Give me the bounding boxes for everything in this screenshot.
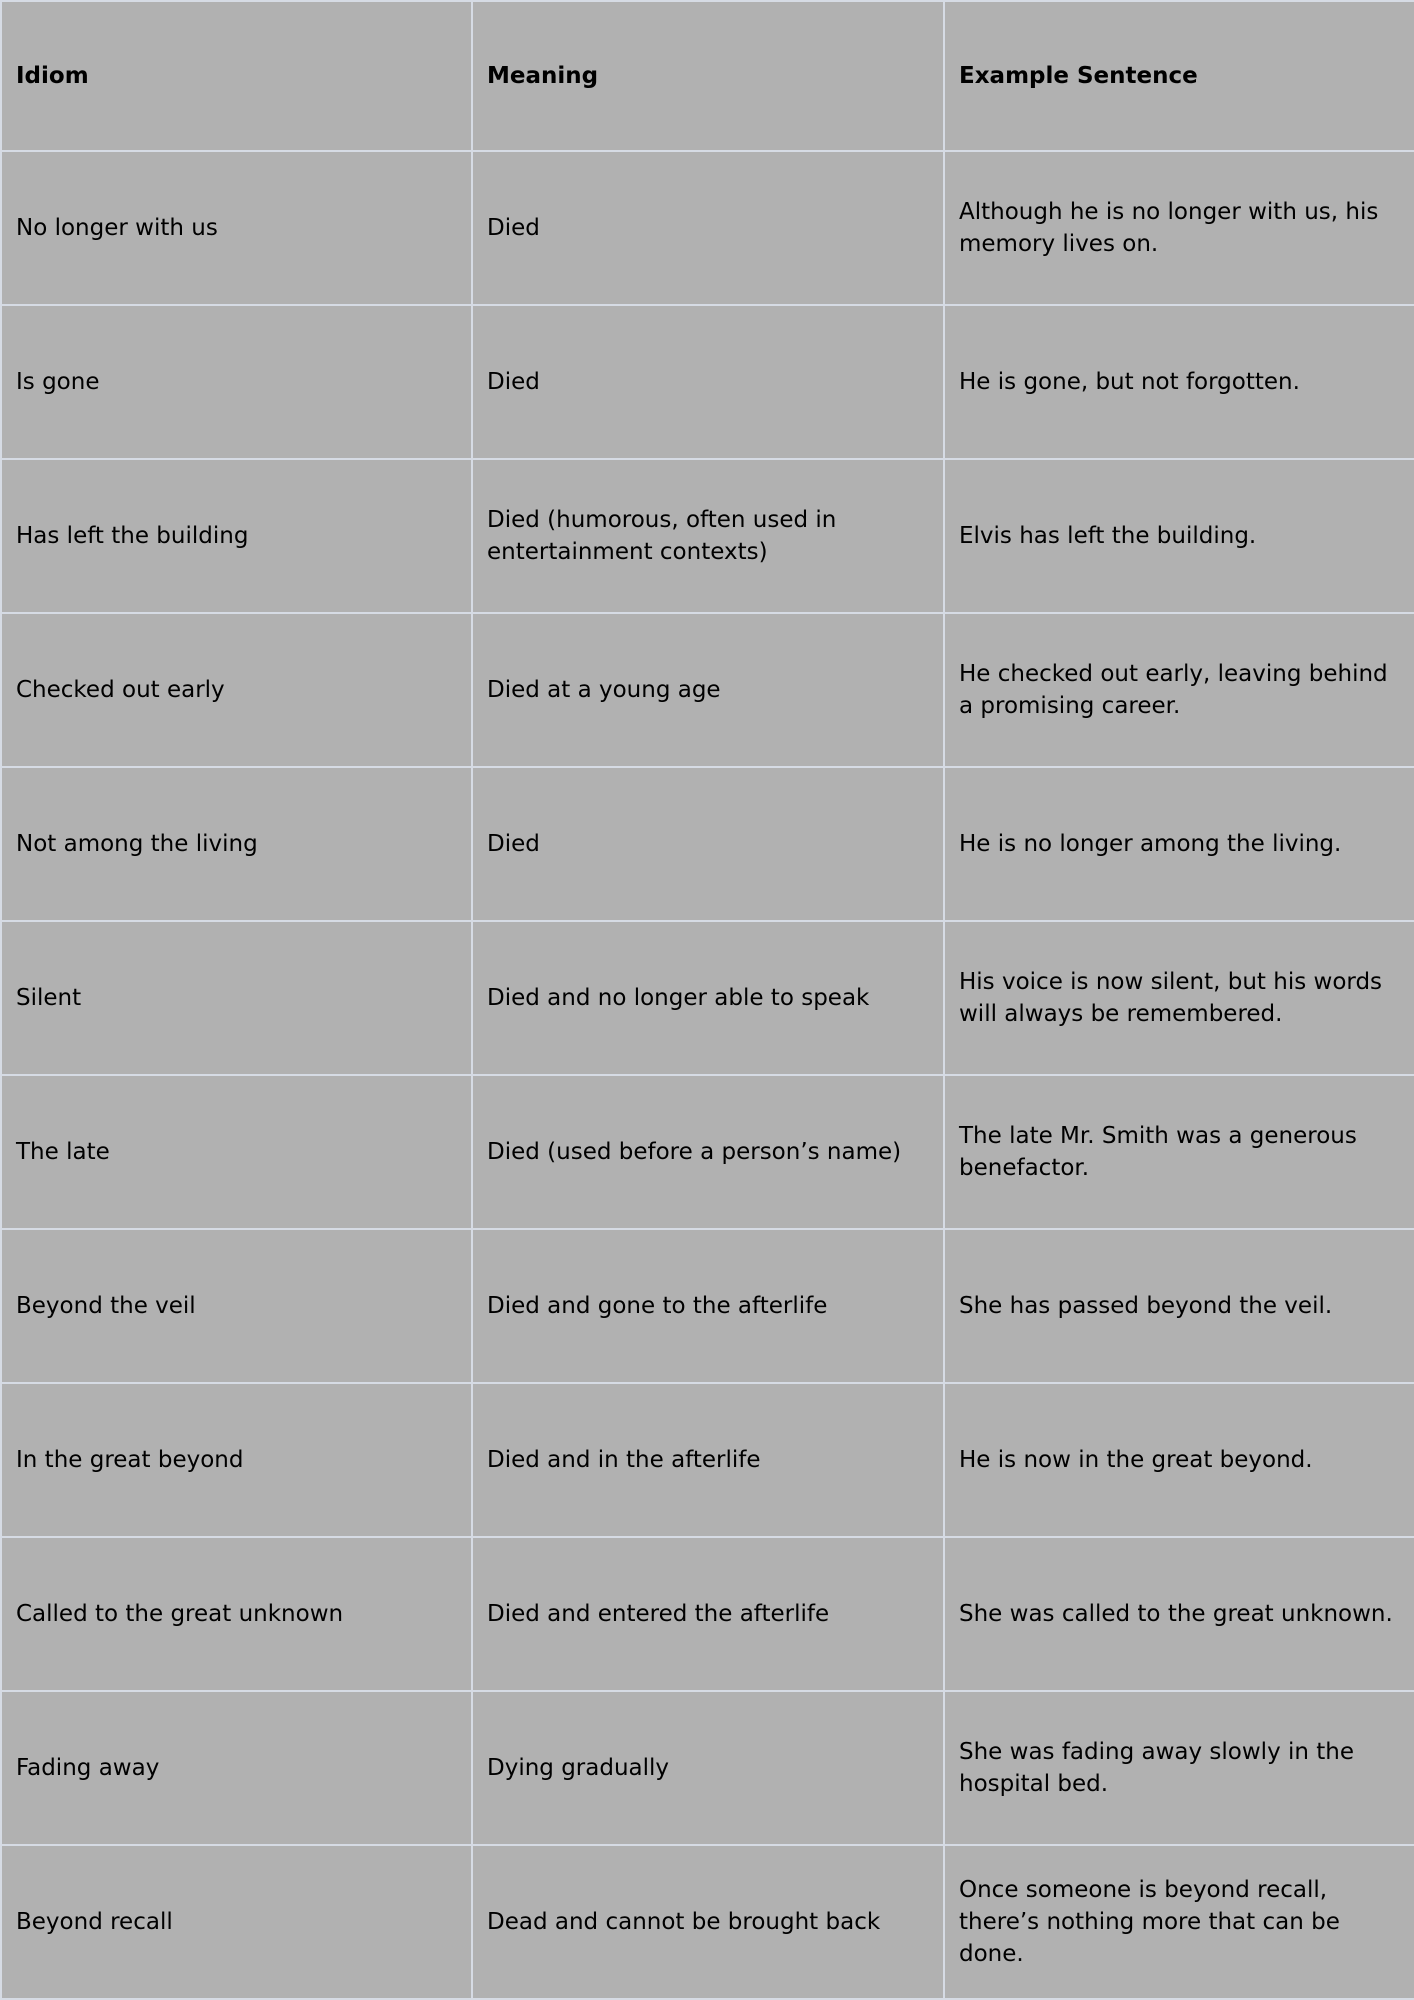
example-cell: She was fading away slowly in the hospital bed.	[944, 1691, 1414, 1845]
meaning-cell: Died and gone to the afterlife	[472, 1229, 944, 1383]
table-header-row	[1, 1, 1414, 151]
meaning-cell: Died	[472, 767, 944, 921]
example-cell: The late Mr. Smith was a generous benefactor.	[944, 1075, 1414, 1229]
table-row	[1, 1075, 1414, 1229]
table-row	[1, 767, 1414, 921]
idiom-cell: No longer with us	[1, 151, 472, 305]
idiom-cell: Fading away	[1, 1691, 472, 1845]
example-cell: Although he is no longer with us, his memory lives on.	[944, 151, 1414, 305]
column-header-idiom: Idiom	[1, 1, 472, 151]
example-cell: She has passed beyond the veil.	[944, 1229, 1414, 1383]
table-row	[1, 1383, 1414, 1537]
meaning-cell: Died and in the afterlife	[472, 1383, 944, 1537]
column-header-meaning: Meaning	[472, 1, 944, 151]
example-cell: Elvis has left the building.	[944, 459, 1414, 613]
meaning-cell: Died (used before a person’s name)	[472, 1075, 944, 1229]
example-cell: She was called to the great unknown.	[944, 1537, 1414, 1691]
table-row	[1, 1845, 1414, 1999]
idiom-cell: The late	[1, 1075, 472, 1229]
meaning-cell: Dead and cannot be brought back	[472, 1845, 944, 1999]
meaning-cell: Died	[472, 305, 944, 459]
table-row	[1, 305, 1414, 459]
example-cell: Once someone is beyond recall, there’s nothing more that can be done.	[944, 1845, 1414, 1999]
table-row	[1, 151, 1414, 305]
table-row	[1, 921, 1414, 1075]
meaning-cell: Died (humorous, often used in entertainment contexts)	[472, 459, 944, 613]
example-cell: His voice is now silent, but his words will always be remembered.	[944, 921, 1414, 1075]
example-cell: He is no longer among the living.	[944, 767, 1414, 921]
column-header-example: Example Sentence	[944, 1, 1414, 151]
idiom-cell: Has left the building	[1, 459, 472, 613]
idiom-cell: Not among the living	[1, 767, 472, 921]
meaning-cell: Died	[472, 151, 944, 305]
example-cell: He is gone, but not forgotten.	[944, 305, 1414, 459]
idiom-cell: Silent	[1, 921, 472, 1075]
table-row	[1, 459, 1414, 613]
table-row	[1, 1229, 1414, 1383]
table-row	[1, 613, 1414, 767]
example-cell: He is now in the great beyond.	[944, 1383, 1414, 1537]
idiom-cell: Checked out early	[1, 613, 472, 767]
idiom-cell: Beyond the veil	[1, 1229, 472, 1383]
example-cell: He checked out early, leaving behind a promising career.	[944, 613, 1414, 767]
table-row	[1, 1691, 1414, 1845]
idiom-cell: Beyond recall	[1, 1845, 472, 1999]
meaning-cell: Died at a young age	[472, 613, 944, 767]
idiom-cell: Is gone	[1, 305, 472, 459]
idiom-cell: In the great beyond	[1, 1383, 472, 1537]
meaning-cell: Died and no longer able to speak	[472, 921, 944, 1075]
idiom-cell: Called to the great unknown	[1, 1537, 472, 1691]
table-row	[1, 1537, 1414, 1691]
meaning-cell: Dying gradually	[472, 1691, 944, 1845]
meaning-cell: Died and entered the afterlife	[472, 1537, 944, 1691]
